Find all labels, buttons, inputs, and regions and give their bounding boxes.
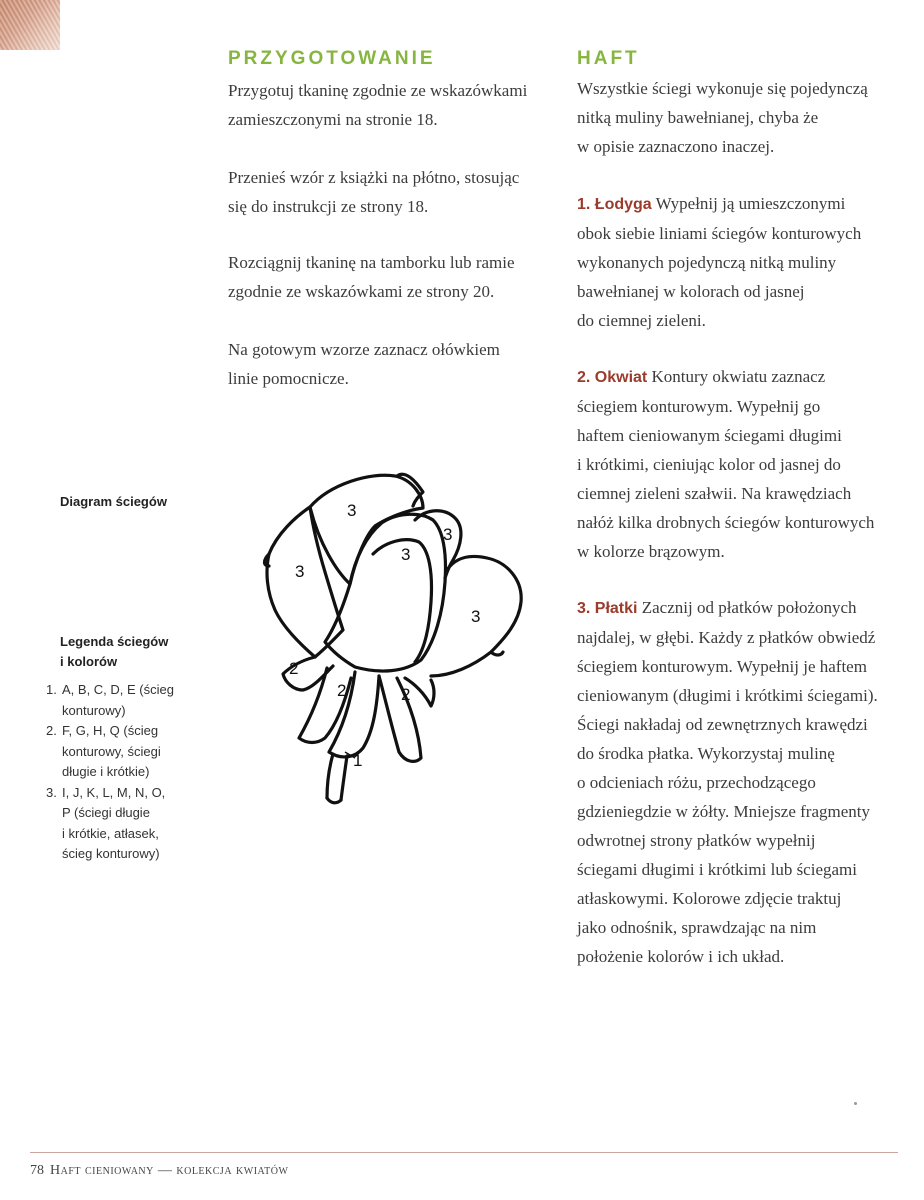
footer [30, 1163, 288, 1179]
diagram-region-label: 2 [337, 681, 347, 700]
legend-list [46, 680, 174, 865]
legend-item-text: I, J, K, L, M, N, O, P (ściegi długie i krótkie, atłasek, ścieg konturowy) [62, 784, 166, 861]
prep-paragraph-3: Rozciągnij tkaninę na tamborku lub ramie zgodnie ze wskazówkami ze strony 20. [228, 253, 515, 301]
legend-item [46, 680, 174, 721]
stem-outline-right [341, 756, 347, 800]
step-title: 1. Łodyga [577, 196, 652, 213]
petal-outline-left [267, 507, 343, 657]
legend-item-number: 3. [46, 784, 57, 800]
legend-item-number: 1. [46, 682, 57, 697]
sepal-outline-bottom-left [299, 668, 351, 743]
prep-paragraph-4: Na gotowym wzorze zaznacz ołówkiem linie pomocnicze. [228, 340, 500, 388]
petal-outline-bud [325, 514, 446, 671]
legend-item-text: F, G, H, Q (ścieg konturowy, ściegi długie i krótkie) [62, 723, 161, 779]
stem-outline-left [327, 754, 333, 798]
diagram-region-label: 2 [289, 659, 299, 678]
preparation-heading: PRZYGOTOWANIE [228, 48, 436, 69]
step-stem [577, 189, 861, 335]
step-body: Wypełnij ją umieszczonymi obok siebie liniami ściegów konturowych wykonanych pojedynczą nitką muliny bawełnianej w kolorach od jasnej do ciemnej zieleni. [577, 194, 862, 330]
diagram-region-label: 3 [401, 545, 411, 564]
embroidery-heading: HAFT [577, 48, 640, 69]
embroidery-intro: Wszystkie ściegi wykonuje się pojedynczą nitką muliny bawełnianej, chyba że w opisie zaznaczono inaczej. [577, 79, 868, 156]
step-body: Kontury okwiatu zaznacz ściegiem konturowym. Wypełnij go haftem cieniowanym ściegami długimi i krótkimi, cieniując kolor od jasnej do ciemnej zieleni szałwii. Na krawędziach nałóż kilka drobnych ściegów konturowych w kolorze brązowym. [577, 367, 875, 561]
sepal-outline-right [379, 676, 421, 761]
scan-speck [854, 1102, 857, 1105]
stem-outline-base [327, 798, 341, 803]
book-title: Haft cieniowany — kolekcja kwiatów [50, 1163, 289, 1178]
rose-stitch-diagram [255, 462, 530, 807]
legend-item-number: 2. [46, 723, 57, 738]
legend-title: Legenda ściegów i kolorów [60, 634, 169, 669]
footer-rule [30, 1152, 898, 1153]
diagram-label: Diagram ściegów [60, 494, 167, 509]
page-number: 78 [30, 1163, 44, 1178]
legend-item-text: A, B, C, D, E (ścieg konturowy) [62, 682, 174, 718]
legend-item [46, 783, 174, 865]
step-calyx [577, 362, 874, 566]
diagram-region-label: 3 [347, 501, 357, 520]
diagram-region-label: 3 [295, 562, 305, 581]
legend-item [46, 721, 174, 783]
diagram-region-label: 3 [443, 525, 453, 544]
diagram-region-label: 3 [471, 607, 481, 626]
step-petals [577, 593, 878, 971]
corner-fabric-thumbnail [0, 0, 60, 50]
diagram-region-label: 2 [401, 685, 411, 704]
petal-outline-top [310, 475, 423, 584]
step-body: Zacznij od płatków położonych najdalej, w głębi. Każdy z płatków obwiedź ściegiem konturowym. Wypełnij je haftem cieniowanym (długimi i krótkimi ściegami). Ściegi nakładaj od zewnętrznych krawędzi do środka płatka. Wykorzystaj mulinę o odcieniach różu, przechodzącego gdzieniegdzie w żółty. Mniejsze fragmenty odwrotnej strony płatków wypełnij ściegami długimi i krótkimi lub ściegami atłaskowymi. Kolorowe zdjęcie traktuj jako odnośnik, sprawdzając na nim położenie kolorów i ich układ. [577, 598, 878, 966]
step-title: 3. Płatki [577, 600, 638, 617]
prep-paragraph-1: Przygotuj tkaninę zgodnie ze wskazówkami zamieszczonymi na stronie 18. [228, 81, 528, 129]
petal-curl-right [491, 652, 503, 655]
step-title: 2. Okwiat [577, 369, 648, 386]
prep-paragraph-2: Przenieś wzór z książki na płótno, stosując się do instrukcji ze strony 18. [228, 168, 520, 216]
diagram-region-label: 1 [353, 751, 363, 770]
